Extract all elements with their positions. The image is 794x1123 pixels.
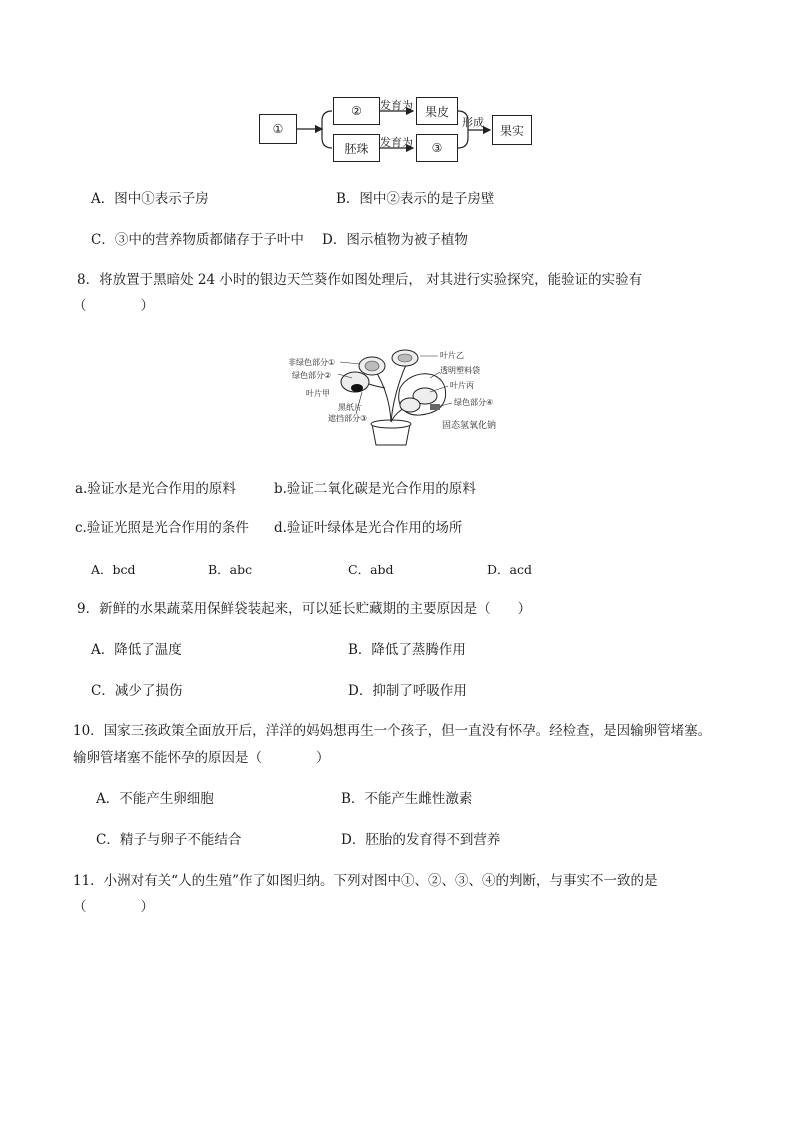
diagram-box-1: ① [259, 114, 297, 144]
label-plastic-bag: 透明塑料袋 [440, 366, 480, 375]
arrow-label-develop-2: 发育为 [380, 136, 413, 149]
label-leaf-bing: 叶片丙 [450, 381, 474, 390]
label-black-paper: 黑纸片 [338, 403, 362, 412]
label-leaf-yi: 叶片乙 [440, 351, 464, 360]
q9-option-b: B．降低了蒸腾作用 [348, 642, 466, 658]
label-leaf-jia: 叶片甲 [306, 389, 330, 398]
q8-option-a: A．bcd [91, 562, 136, 577]
q11-stem: 11．小洲对有关“人的生殖”作了如图归纳。下列对图中①、②、③、④的判断，与事实不一致的是 [73, 873, 658, 889]
q8-answer-paren: （ ） [73, 298, 154, 314]
q10-stem-line1: 10．国家三孩政策全面放开后，洋洋的妈妈想再生一个孩子，但一直没有怀孕。经检查，是因输卵管堵塞。 [73, 723, 712, 739]
q7-option-d: D．图示植物为被子植物 [322, 232, 468, 248]
diagram-box-3: ③ [416, 134, 458, 162]
q9-stem: 9．新鲜的水果蔬菜用保鲜袋装起来，可以延长贮藏期的主要原因是（ ） [77, 601, 532, 617]
q10-option-b: B．不能产生雌性激素 [341, 791, 473, 807]
label-nongreen-1: 非绿色部分① [288, 358, 336, 367]
q10-stem-line2: 输卵管堵塞不能怀孕的原因是（ ） [73, 750, 330, 766]
q9-option-a: A．降低了温度 [91, 642, 182, 658]
q7-option-c: C．③中的营养物质都储存于子叶中 [91, 232, 304, 248]
diagram-box-2: ② [333, 97, 380, 125]
q8-stem: 8．将放置于黑暗处 24 小时的银边天竺葵作如图处理后， 对其进行实验探究，能验证的实验有 [77, 272, 643, 288]
q8-statement-b: b.验证二氧化碳是光合作用的原料 [274, 481, 476, 497]
arrow-label-form: 形成 [462, 116, 484, 129]
q10-option-a: A．不能产生卵细胞 [96, 791, 214, 807]
q10-option-c: C．精子与卵子不能结合 [96, 832, 242, 848]
q7-option-a: A．图中①表示子房 [91, 191, 209, 207]
label-green-4: 绿色部分④ [454, 398, 494, 407]
q7-option-b: B．图中②表示的是子房壁 [336, 191, 495, 207]
plant-illustration [280, 348, 520, 448]
q9-option-d: D．抑制了呼吸作用 [348, 683, 467, 699]
diagram-box-ovule: 胚珠 [333, 134, 380, 162]
q8-statement-a: a.验证水是光合作用的原料 [75, 481, 236, 497]
diagram-connectors [0, 0, 794, 180]
q8-statement-d: d.验证叶绿体是光合作用的场所 [274, 520, 463, 536]
diagram-box-peel: 果皮 [416, 97, 458, 125]
label-shaded-3: 遮挡部分③ [328, 414, 368, 423]
q9-option-c: C．减少了损伤 [91, 683, 183, 699]
q10-option-d: D．胚胎的发育得不到营养 [341, 832, 501, 848]
label-naoh: 固态氢氧化钠 [442, 421, 497, 431]
arrow-label-develop-1: 发育为 [380, 99, 413, 112]
q8-statement-c: c.验证光照是光合作用的条件 [75, 520, 249, 536]
q8-option-d: D．acd [487, 562, 532, 577]
diagram-box-fruit: 果实 [492, 115, 532, 145]
q8-option-c: C．abd [348, 562, 394, 577]
label-green-2: 绿色部分② [292, 371, 332, 380]
q8-option-b: B．abc [208, 562, 253, 577]
geranium-experiment-figure [280, 348, 520, 448]
q11-answer-paren: （ ） [73, 899, 154, 915]
